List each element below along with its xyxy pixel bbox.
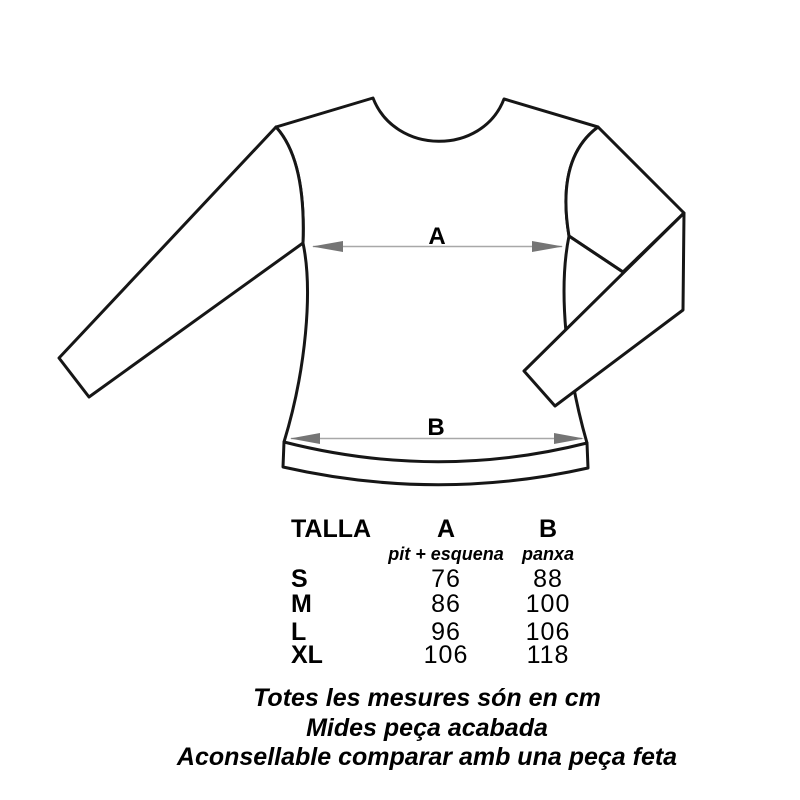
- left-sleeve: [59, 127, 303, 397]
- table-subheader-a: pit + esquena: [388, 544, 504, 564]
- value-b: 100: [525, 590, 571, 618]
- table-header-a: A: [436, 515, 456, 543]
- measurement-notes: [27, 684, 800, 773]
- value-b: 88: [533, 565, 563, 593]
- table-subheader-b: panxa: [521, 544, 575, 564]
- value-a: 86: [431, 590, 461, 618]
- value-a: 76: [431, 565, 461, 593]
- size-label: S: [291, 565, 308, 593]
- note-line: Totes les mesures són en cm: [253, 684, 601, 712]
- value-a: 96: [431, 618, 461, 646]
- value-b: 118: [526, 641, 570, 669]
- dimension-label-b: B: [427, 414, 445, 441]
- note-line: Mides peça acabada: [306, 713, 548, 742]
- size-label: L: [291, 618, 307, 646]
- dimension-label-a: A: [428, 223, 446, 250]
- note-line: Aconsellable comparar amb una peça feta: [176, 743, 678, 771]
- size-label: M: [291, 590, 312, 618]
- size-label: XL: [291, 641, 323, 669]
- value-b: 106: [525, 618, 571, 646]
- table-header-b: B: [538, 515, 558, 543]
- value-a: 106: [423, 641, 469, 669]
- table-header-size: TALLA: [291, 515, 372, 543]
